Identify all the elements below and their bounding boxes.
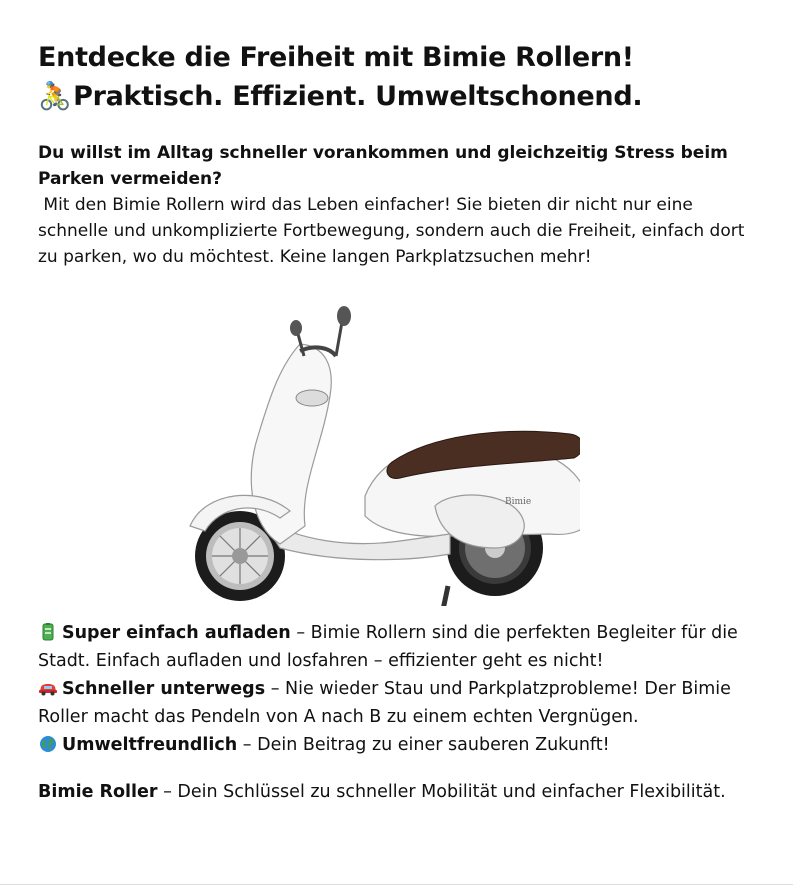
kickstand bbox=[440, 586, 448, 606]
feature-charging bbox=[38, 619, 763, 675]
feature-speed-text: – Nie wieder Stau und Parkplatzprobleme! Der Bimie Roller macht das Pendeln von A nach B zu einem echten Vergnügen. bbox=[38, 679, 731, 727]
feature-eco-text: – Dein Beitrag zu einer sauberen Zukunft! bbox=[237, 735, 610, 755]
headline-line-1: Entdecke die Freiheit mit Bimie Rollern! bbox=[38, 42, 634, 73]
feature-eco-title: Umweltfreundlich bbox=[62, 735, 238, 755]
headline-tagline: Praktisch. Effizient. Umweltschonend. bbox=[73, 81, 643, 112]
bottom-divider bbox=[0, 884, 793, 885]
feature-list bbox=[38, 619, 763, 759]
headlight bbox=[296, 390, 328, 406]
feature-speed-title: Schneller unterwegs bbox=[62, 679, 266, 699]
article bbox=[38, 38, 763, 270]
intro-paragraph bbox=[38, 140, 763, 270]
mirror-left bbox=[290, 320, 302, 336]
scooter-illustration bbox=[150, 286, 580, 606]
headline-line-2 bbox=[38, 77, 763, 116]
battery-icon bbox=[38, 623, 58, 641]
mirror bbox=[337, 306, 351, 326]
closing-paragraph bbox=[38, 778, 738, 806]
scooter-image bbox=[150, 286, 580, 606]
intro-body: Mit den Bimie Rollern wird das Leben einfacher! Sie bieten dir nicht nur eine schnelle und unkomplizierte Fortbewegung, sondern auch die Freiheit, einfach dort zu parken, wo du möchtest. Keine langen Parkplatzsuchen mehr! bbox=[38, 195, 750, 267]
closing-text: – Dein Schlüssel zu schneller Mobilität und einfacher Flexibilität. bbox=[157, 782, 726, 802]
car-icon bbox=[38, 679, 58, 697]
mirror-stem bbox=[336, 322, 342, 356]
intro-question: Du willst im Alltag schneller vorankommen und gleichzeitig Stress beim Parken vermeiden? bbox=[38, 143, 728, 189]
feature-charging-title: Super einfach aufladen bbox=[62, 623, 291, 643]
brand-label: Bimie bbox=[505, 497, 532, 507]
feature-speed bbox=[38, 675, 763, 731]
front-shield bbox=[251, 344, 331, 544]
feature-eco bbox=[38, 731, 763, 759]
headline bbox=[38, 38, 763, 116]
feature-charging-text: – Bimie Rollern sind die perfekten Begleiter für die Stadt. Einfach aufladen und losfahren – effizienter geht es nicht! bbox=[38, 623, 738, 671]
closing-title: Bimie Roller bbox=[38, 782, 158, 802]
cyclist-emoji-icon: 🚴 bbox=[38, 81, 72, 112]
globe-icon bbox=[38, 735, 58, 753]
